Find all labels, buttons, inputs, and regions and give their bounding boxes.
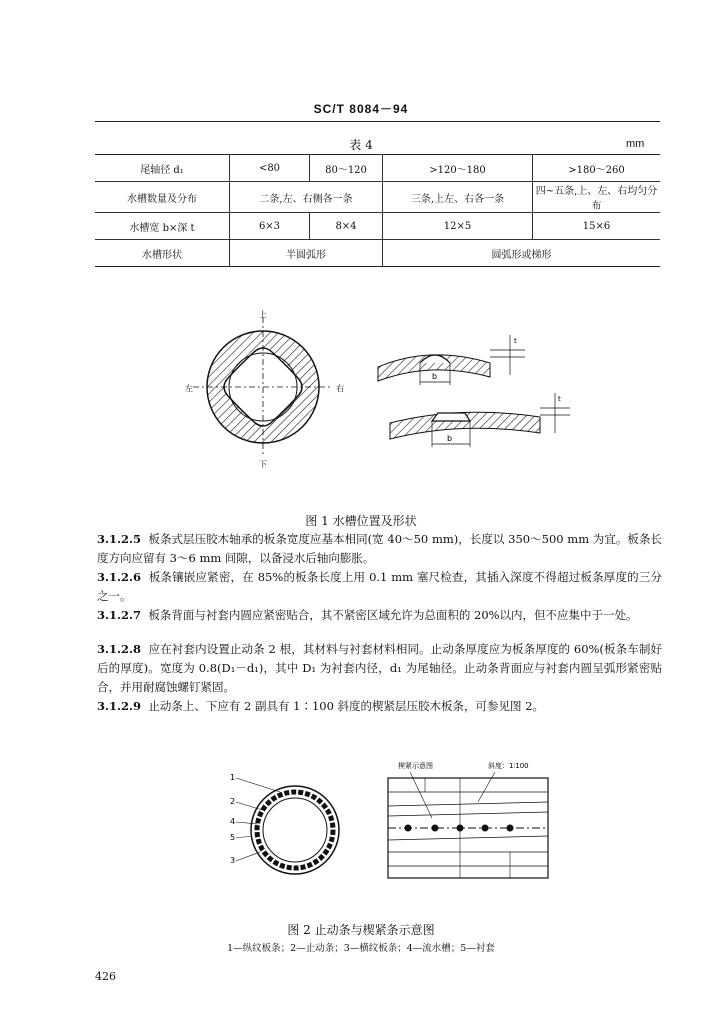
table-row <box>95 213 660 240</box>
figure-1-caption: 图 1 水槽位置及形状 <box>305 514 417 528</box>
page-number: 426 <box>95 970 116 983</box>
figure-1 <box>170 305 590 480</box>
clause-text: 板条镶嵌应紧密，在 85%的板条长度上用 0.1 mm 塞尺检查，其插入深度不得超过板条厚度的三分之一。 <box>97 570 663 603</box>
bearing-cross-section <box>193 317 333 457</box>
paragraph-3-1-2-9 <box>97 697 662 716</box>
clause-number: 3.1.2.5 <box>97 532 142 546</box>
figure-2-caption: 图 2 止动条与楔紧条示意图 <box>287 923 435 937</box>
table-row <box>95 182 660 213</box>
figure-2-legend: 1—纵纹板条；2—止动条；3—横纹板条；4—流水槽；5—衬套 <box>227 943 495 954</box>
clause-number: 3.1.2.7 <box>97 608 142 622</box>
label-b2: b <box>447 434 453 443</box>
figure-2 <box>220 758 560 898</box>
paragraph-3-1-2-8 <box>97 640 662 697</box>
table-cell: <80 <box>230 155 310 182</box>
groove-trapezoid-detail <box>390 393 570 447</box>
label-right: 右 <box>336 384 344 393</box>
clause-number: 3.1.2.8 <box>97 642 142 656</box>
table-cell: 三条,上左、右各一条 <box>383 182 533 213</box>
wedge-note: 楔紧示意图 <box>398 762 433 770</box>
table-cell: 水槽形状 <box>95 240 230 267</box>
clause-number: 3.1.2.9 <box>97 699 142 713</box>
callout-1: 1 <box>230 773 236 782</box>
table-cell: 二条,左、右侧各一条 <box>230 182 383 213</box>
table-cell: 圆弧形或梯形 <box>383 240 661 267</box>
table-cell: 12×5 <box>383 213 533 240</box>
header-rule <box>95 121 660 122</box>
table-cell: 尾轴径 d₁ <box>95 155 230 182</box>
table-unit: mm <box>626 138 645 150</box>
clause-number: 3.1.2.6 <box>97 570 142 584</box>
paragraph-3-1-2-7 <box>97 606 662 625</box>
table-title: 表 4 <box>349 138 373 152</box>
paragraph-3-1-2-6 <box>97 568 662 606</box>
label-bottom: 下 <box>259 460 267 469</box>
standard-code-header: SC/T 8084－94 <box>313 102 409 116</box>
label-b: b <box>432 372 438 381</box>
clause-text: 止动条上、下应有 2 副具有 1∶100 斜度的楔紧层压胶木板条，可参见图 2。 <box>148 699 545 713</box>
label-left: 左 <box>185 384 193 393</box>
table-cell: 80～120 <box>310 155 383 182</box>
spec-table <box>95 154 660 267</box>
slope-note: 斜度：1∶100 <box>488 762 529 770</box>
wedge-strip-diagram <box>388 778 548 878</box>
label-t2: t <box>558 395 561 403</box>
clause-text: 板条式层压胶木轴承的板条宽度应基本相同(宽 40～50 mm)，长度以 350～500 mm 为宜。板条长度方向应留有 3～6 mm 间隙，以备浸水后轴向膨胀。 <box>97 532 662 565</box>
table-cell: 8×4 <box>310 213 383 240</box>
table-cell: 6×3 <box>230 213 310 240</box>
clause-text: 板条背面与衬套内圆应紧密贴合，其不紧密区域允许为总面积的 20%以内，但不应集中于一处。 <box>148 608 638 622</box>
label-top: 上 <box>259 310 267 319</box>
table-cell: 半圆弧形 <box>230 240 383 267</box>
clause-text: 应在衬套内设置止动条 2 根，其材料与衬套材料相同。止动条厚度应为板条厚度的 60%(板条车制好后的厚度)。宽度为 0.8(D₁－d₁)，其中 D₁ 为衬套内径，d₁ 为尾轴径。止动条背面应与衬套内圆呈弧形紧密贴合，并用耐腐蚀螺钉紧固。 <box>97 642 663 694</box>
table-cell: 水槽数量及分布 <box>95 182 230 213</box>
callout-3: 3 <box>230 856 236 865</box>
callout-5: 5 <box>230 833 236 842</box>
label-t: t <box>514 337 517 345</box>
paragraph-3-1-2-5 <box>97 530 662 568</box>
table-cell: >180～260 <box>533 155 661 182</box>
callout-4: 4 <box>230 817 236 826</box>
table-cell: 15×6 <box>533 213 661 240</box>
table-cell: 水槽宽 b×深 t <box>95 213 230 240</box>
table-cell: 四~五条,上、左、右均匀分布 <box>533 182 661 213</box>
table-cell: >120～180 <box>383 155 533 182</box>
bearing-ring-diagram <box>251 786 339 874</box>
table-row <box>95 240 660 267</box>
table-row <box>95 155 660 182</box>
groove-semicircle-detail <box>378 335 525 385</box>
callout-2: 2 <box>230 797 236 806</box>
